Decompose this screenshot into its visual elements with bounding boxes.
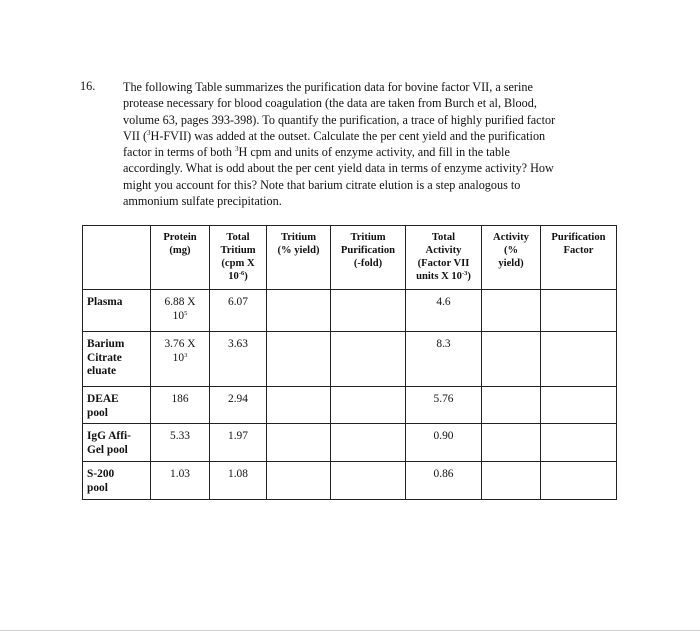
row-label: Barium Citrate eluate xyxy=(83,332,151,387)
protein-cell: 6.88 X $10^5$ xyxy=(151,290,210,332)
header-cell-empty xyxy=(83,226,151,290)
tritium-yield-blank[interactable] xyxy=(267,462,331,500)
purification-factor-blank[interactable] xyxy=(541,424,617,462)
row-label: DEAE pool xyxy=(83,387,151,424)
question-line: accordingly. What is odd about the per cent yield data in terms of enzyme activity? How xyxy=(123,161,554,176)
purification-factor-blank[interactable] xyxy=(541,290,617,332)
tritium-purification-blank[interactable] xyxy=(331,387,406,424)
header-tritium-purification: Tritium Purification (-fold) xyxy=(331,226,406,290)
activity-cell: 5.76 xyxy=(406,387,482,424)
activity-yield-blank[interactable] xyxy=(482,290,541,332)
protein-cell: 5.33 xyxy=(151,424,210,462)
question-text xyxy=(123,79,620,209)
protein-cell: 186 xyxy=(151,387,210,424)
tritium-cell: 1.08 xyxy=(210,462,267,500)
activity-cell: 8.3 xyxy=(406,332,482,387)
header-protein: Protein (mg) xyxy=(151,226,210,290)
question-line: might you account for this? Note that barium citrate elution is a step analogous to xyxy=(123,177,521,192)
activity-yield-blank[interactable] xyxy=(482,387,541,424)
protein-cell: 3.76 X $10^3$ xyxy=(151,332,210,387)
table-row-igg-affi-gel xyxy=(83,424,617,462)
table-row-plasma xyxy=(83,290,617,332)
tritium-purification-blank[interactable] xyxy=(331,290,406,332)
tritium-yield-blank[interactable] xyxy=(267,332,331,387)
tritium-purification-blank[interactable] xyxy=(331,462,406,500)
tritium-cell: 2.94 xyxy=(210,387,267,424)
header-activity-yield: Activity (% yield) xyxy=(482,226,541,290)
table-row-s200 xyxy=(83,462,617,500)
header-tritium-yield: Tritium (% yield) xyxy=(267,226,331,290)
activity-cell: 0.90 xyxy=(406,424,482,462)
header-purification-factor: Purification Factor xyxy=(541,226,617,290)
purification-factor-blank[interactable] xyxy=(541,387,617,424)
question-number: 16. xyxy=(80,79,96,93)
purification-factor-blank[interactable] xyxy=(541,462,617,500)
header-total-tritium: Total Tritium (cpm X $10^{-6}$) xyxy=(210,226,267,290)
question-line: ammonium sulfate precipitation. xyxy=(123,194,282,209)
question-line: factor in terms of both $^3$H cpm and units of enzyme activity, and fill in the table xyxy=(123,145,510,160)
question-line: VII ($^3$H-FVII) was added at the outset. Calculate the per cent yield and the purification xyxy=(123,128,546,143)
tritium-cell: 1.97 xyxy=(210,424,267,462)
question-line: The following Table summarizes the purification data for bovine factor VII, a serine xyxy=(123,80,533,94)
header-total-activity: Total Activity (Factor VII units X $10^{-3}$) xyxy=(406,226,482,290)
protein-cell: 1.03 xyxy=(151,462,210,500)
row-label: IgG Affi- Gel pool xyxy=(83,424,151,462)
activity-yield-blank[interactable] xyxy=(482,424,541,462)
tritium-cell: 6.07 xyxy=(210,290,267,332)
page-bottom-divider xyxy=(0,630,700,631)
activity-cell: 0.86 xyxy=(406,462,482,500)
row-label: S-200 pool xyxy=(83,462,151,500)
table-row-barium-citrate xyxy=(83,332,617,387)
purification-table xyxy=(82,225,617,500)
table-row-deae xyxy=(83,387,617,424)
tritium-yield-blank[interactable] xyxy=(267,290,331,332)
tritium-yield-blank[interactable] xyxy=(267,387,331,424)
row-label: Plasma xyxy=(83,290,151,332)
activity-cell: 4.6 xyxy=(406,290,482,332)
tritium-cell: 3.63 xyxy=(210,332,267,387)
question-line: volume 63, pages 393-398). To quantify the purification, a trace of highly purified factor xyxy=(123,112,556,127)
tritium-purification-blank[interactable] xyxy=(331,332,406,387)
tritium-yield-blank[interactable] xyxy=(267,424,331,462)
activity-yield-blank[interactable] xyxy=(482,462,541,500)
table-header-row xyxy=(83,226,617,290)
activity-yield-blank[interactable] xyxy=(482,332,541,387)
question-line: protease necessary for blood coagulation (the data are taken from Burch et al, Blood, xyxy=(123,96,537,111)
purification-factor-blank[interactable] xyxy=(541,332,617,387)
tritium-purification-blank[interactable] xyxy=(331,424,406,462)
